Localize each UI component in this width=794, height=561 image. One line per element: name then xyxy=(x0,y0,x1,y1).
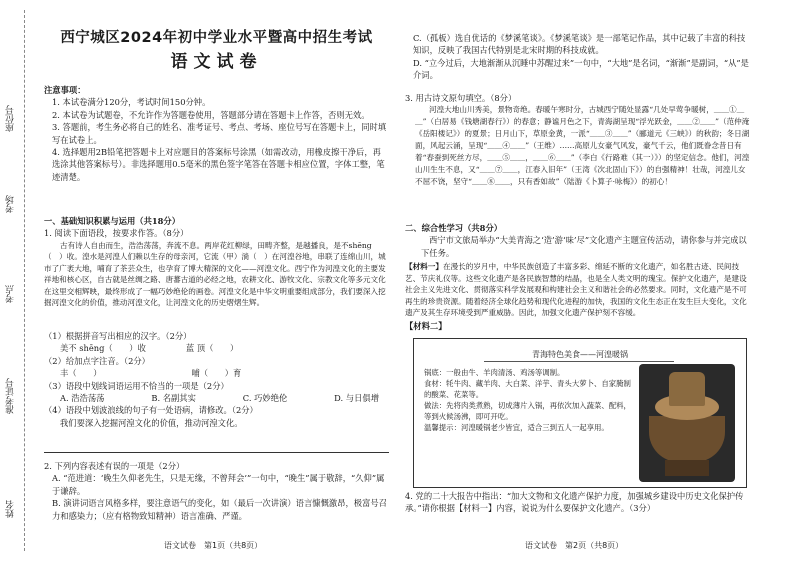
notice-heading: 注意事项： xyxy=(44,85,86,95)
name-label: 姓名 xyxy=(6,500,16,518)
hotpot-body xyxy=(649,416,725,462)
option-a: A. 浩浩荡荡 xyxy=(60,393,105,404)
activity-intro: 西宁市文旅局举办“大美青海之‘造’游‘味’尽”文化遗产主题宣传活动，请你参与并完成以下任务。 xyxy=(421,235,747,258)
question-2-option-b: B. 演讲词语言风格多样，要注意语气的变化，如（最后一次讲演）语言慷慨激昂，极富号召力和感染力；（应有格物致知精神）语言准确、严谨。 xyxy=(52,498,387,521)
exam-room-label: 考场 xyxy=(6,195,16,213)
question-4 xyxy=(405,490,750,515)
question-2-option-c: C.（孤板）选自优话的《梦溪笔谈》。《梦溪笔谈》是一部笔记作品，其中记载了丰富的科技知识，反映了我国古代特别是北宋时期的科技成就。 xyxy=(413,33,746,56)
section-heading-2: 二、综合性学习（共8分） xyxy=(405,223,503,233)
notice-item: 4. 选择题用2B铅笔把答题卡上对应题目的答案标号涂黑（如需改动，用橡皮擦干净后，再选涂其他答案标号）。非选择题用0.5毫米的黑色签字笔答在答题卡相应位置，字体工整，笔迹清楚。 xyxy=(52,147,385,182)
question-2-cont xyxy=(405,32,750,82)
blank-2a: 丰（ ） xyxy=(60,368,102,379)
question-3-stem: 3. 用古诗文原句填空。（8分） xyxy=(405,93,517,103)
faulty-sentence: 我们要深入挖掘河湟文化的价值，推动河湟文化。 xyxy=(60,417,243,428)
hotpot-chimney xyxy=(669,372,705,406)
blank-1b: 蓝 顶（ ） xyxy=(185,343,239,354)
material-2-box xyxy=(413,338,747,488)
recipe-method: 做法：先将肉类煮熟，切成薄片入锅，再依次加入蔬菜、配料，等到火候汤沸，即可开吃。 xyxy=(424,401,631,421)
hotpot-photo xyxy=(639,364,735,482)
exam-title: 西宁城区2024年初中学业水平暨高中招生考试 xyxy=(60,30,373,46)
exam-site-label: 考点 xyxy=(6,285,16,303)
poem-fill-text: 河湟大地山川秀美，景物奇绝。春暖午寒时分，古城西宁随处显露“几处早莺争暖树，＿＿①＿＿”（白居易《钱塘湖春行》）的春意；静谧月色之下，青海湖呈现“浮光跃金，＿＿②＿＿”（范仲淹《岳阳楼记》）的夏景；日月山下，草原金黄，一派“＿＿③＿＿”（郦道元《三峡》）的秋韵；冬日湖面，风起云涌，呈现“＿＿④＿＿”（王维）……高原儿女豪气风发，豪气千云，他们既眷念昔日有着“春蚕到死丝方尽，＿＿⑤＿＿，＿＿⑥＿＿”（李白《行路难（其一）》）的坚定信念。他们，河湟山川生生不息，又“＿＿⑦＿＿，江春入旧年”（王湾《次北固山下》）的自强精神！壮哉，河湟儿女不屈不饶，坚守“＿＿⑧＿＿，只有香如故”（陆游《卜算子·咏梅》）的初心！ xyxy=(415,105,750,187)
question-1-1: （1）根据拼音写出相应的汉字。（2分） xyxy=(44,331,192,341)
option-d: D. 与日俱增 xyxy=(334,393,379,404)
material-2-label: 【材料二】 xyxy=(405,320,447,331)
blank-1a: 美不 shēng（ ）收 xyxy=(60,343,146,354)
recipe-tip: 温馨提示：河湟暖锅老少皆宜，适合三到五人一起享用。 xyxy=(424,423,609,432)
question-2-option-a: A. “范进道：‘晚生久仰老先生，只是无缘，不曾拜会’”一句中，“晚生”属于敬辞，“久仰”属于谦辞。 xyxy=(52,473,385,496)
notice-item: 2. 本试卷为试题卷，不允许作为答题卷使用，答题部分请在答题卡上作答，否则无效。 xyxy=(52,109,370,120)
binding-dashed-line xyxy=(24,10,25,551)
binding-margin xyxy=(0,0,36,561)
question-1-3: （3）语段中划线词语运用不恰当的一项是（2分） xyxy=(44,380,229,391)
answer-line xyxy=(44,452,389,453)
material-1-text: 在漫长的岁月中，中华民族创造了丰富多彩、绵延不断的文化遗产，如名胜古迹、民间技艺、节庆礼仪等。这些文化遗产是各民族智慧的结晶，也是全人类文明的瑰宝。保护文化遗产，是建设社会主义先进文化、贯彻落实科学发展观和构建社会主义和谐社会的必然要求。同时，文化遗产是不可再生的珍贵资源。随着经济全球化趋势和现代化进程的加快，我国的文化生态正在发生巨大变化，文化遗产及其生存环境受到严重威胁。因此，加强文化遗产保护刻不容缓。 xyxy=(405,262,747,318)
question-1-parts xyxy=(44,330,389,429)
recipe-broth: 锅底：一般由牛、羊肉清汤、鸡汤等调制。 xyxy=(424,368,565,377)
question-3 xyxy=(405,92,750,188)
question-2-option-d: D. “立今过后，大地渐渐从沉睡中苏醒过来”一句中，“大地”是名词，“渐渐”是副词，“从”是介词。 xyxy=(413,57,749,81)
exam-subtitle: 语文试卷 xyxy=(170,52,263,72)
title-underline xyxy=(484,361,674,362)
question-1: 1. 阅读下面语段，按要求作答。（8分） xyxy=(44,228,189,239)
question-1-4: （4）语段中划波浪线的句子有一处语病，请修改。（2分） xyxy=(44,405,258,416)
reading-passage: 古有诗人自由而生，浩浩荡荡，奔流不息。两岸花红柳绿，田畴齐整，是越播良，是不shēng（ ）收。湟水是河湟人们赖以生存的母亲河，它流（甲）淌（ ）在河湟谷地，串联了连绵山川，城市了广袤大地，哺育了茶芸众生，也孕育了博大精深的文化——河湟文化。西宁作为河湟文化的主要发祥地和核心区，自古就是丝绸之路、唐蕃古道的必经之地，农耕文化、游牧文化、宗教文化等多元文化在这里交相辉映，最终形成了一幅巧妙绝伦的画卷。河湟文化是中华文明重要组成部分，我们要深入挖掘河湟文化的价值，推动河湟文化，让河湟文化的历史熠熠生辉。 xyxy=(44,240,386,308)
question-4-stem: 4. 党的二十大报告中指出：“加大文物和文化遗产保护力度，加强城乡建设中历史文化保护传承。”请你根据【材料一】内容，说说为什么要保护文化遗产。（3分） xyxy=(405,491,744,514)
page-footer: 语文试卷 第1页（共8页） xyxy=(164,541,263,550)
section-heading: 一、基础知识积累与运用（共18分） xyxy=(44,216,181,226)
section-2 xyxy=(405,222,750,332)
page-2 xyxy=(405,0,750,561)
hotpot-base xyxy=(665,460,709,476)
page-footer-2: 语文试卷 第2页（共8页） xyxy=(525,541,624,550)
recipe-ingredients: 食材：牦牛肉、藏羊肉、大白菜、洋芋、青头大萝卜、自家腌制的酸菜、花菜等。 xyxy=(424,379,631,399)
option-c: C. 巧妙绝伦 xyxy=(242,393,288,404)
notice-block xyxy=(44,84,389,183)
material-2-title: 青海特色美食——河湟暖锅 xyxy=(532,350,628,359)
notice-item: 1. 本试卷满分120分，考试时间150分钟。 xyxy=(52,97,211,108)
option-b: B. 名副其实 xyxy=(151,393,196,404)
admission-number-label: 准考证号 xyxy=(6,378,16,414)
section-1 xyxy=(44,215,389,309)
notice-item: 3. 答题前，考生务必将自己的姓名、准考证号、考点、考场、座位号写在答题卡上，同时填写在试卷上。 xyxy=(52,122,387,145)
page-1 xyxy=(44,0,389,561)
blank-2b: 哺（ ）育 xyxy=(191,368,242,379)
seat-number-label: 座位号 xyxy=(6,105,16,132)
question-1-2: （2）给加点字注音。（2分） xyxy=(44,355,150,366)
question-2-stem: 2. 下列内容表述有误的一项是（2分） xyxy=(44,461,185,471)
recipe-text xyxy=(424,367,634,433)
material-1-label: 【材料一】 xyxy=(405,262,443,272)
question-2 xyxy=(44,460,389,522)
